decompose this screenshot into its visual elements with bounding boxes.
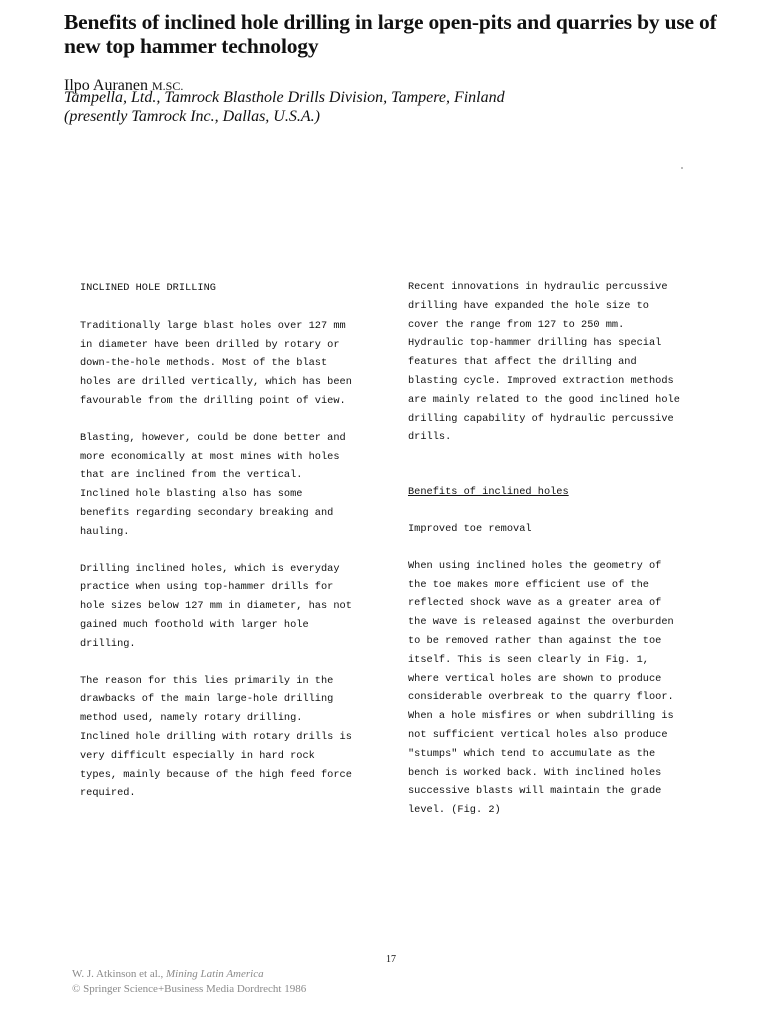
section-heading-benefits: Benefits of inclined holes (408, 486, 569, 499)
left-column (80, 279, 380, 821)
footer-book-title: Mining Latin America (166, 968, 264, 980)
affiliation (64, 88, 584, 126)
paragraph-toe-removal: When using inclined holes the geometry of the toe makes more efficient use of the reflected shock wave as a greater area of the wave is released against the overburden to be removed rather than against the toe itself. This is seen clearly in Fig. 1, where vertical holes are shown to produce considerable overbreak to the quarry floor. When a hole misfires or when subdrilling is not sufficient vertical holes also produce "stumps" which tend to accumulate as the bench is worked back. With inclined holes successive blasts will maintain the grade level. (Fig. 2) (408, 559, 674, 817)
affiliation-line-2: (presently Tamrock Inc., Dallas, U.S.A.) (64, 108, 320, 125)
subheading-toe-removal: Improved toe removal (408, 522, 532, 535)
section-heading-inclined-hole-drilling: INCLINED HOLE DRILLING (80, 282, 216, 294)
author-name: Ilpo Auranen (64, 77, 148, 94)
footer-copyright: © Springer Science+Business Media Dordrecht 1986 (72, 983, 307, 995)
paragraph-2: Blasting, however, could be done better and more economically at most mines with holes that are inclined from the vertical. Inclined hole blasting also has some benefits regarding secondary breaking and hauling. (80, 431, 346, 538)
intro-paragraph: Recent innovations in hydraulic percussive drilling have expanded the hole size to cover the range from 127 to 250 mm. Hydraulic top-hammer drilling has special features that affect the drilling and blasting cycle. Improved extraction methods are mainly related to the good inclined hole drilling capability of hydraulic percussive drills. (408, 281, 680, 444)
scan-speck (681, 167, 683, 169)
paragraph-3: Drilling inclined holes, which is everyday practice when using top-hammer drills for hole sizes below 127 mm in diameter, has not gained much foothold with larger hole drilling. (80, 562, 352, 650)
footer-citation (72, 967, 306, 997)
right-column (408, 278, 708, 838)
author-degree: M.SC. (151, 79, 184, 93)
page-number: 17 (386, 954, 396, 965)
affiliation-line-1: Tampella, Ltd., Tamrock Blasthole Drills Division, Tampere, Finland (64, 89, 505, 106)
paper-title: Benefits of inclined hole drilling in large open-pits and quarries by use of new top hammer technology (64, 10, 717, 58)
paragraph-1: Traditionally large blast holes over 127 mm in diameter have been drilled by rotary or down-the-hole methods. Most of the blast holes are drilled vertically, which has been favourable from the drilling point of view. (80, 319, 352, 407)
footer-citation-line (72, 967, 306, 982)
footer-authors: W. J. Atkinson et al., (72, 968, 164, 980)
paragraph-4: The reason for this lies primarily in the drawbacks of the main large-hole drilling method used, namely rotary drilling. Inclined hole drilling with rotary drills is very difficult especially in hard rock types, mainly because of the high feed force required. (80, 674, 352, 800)
